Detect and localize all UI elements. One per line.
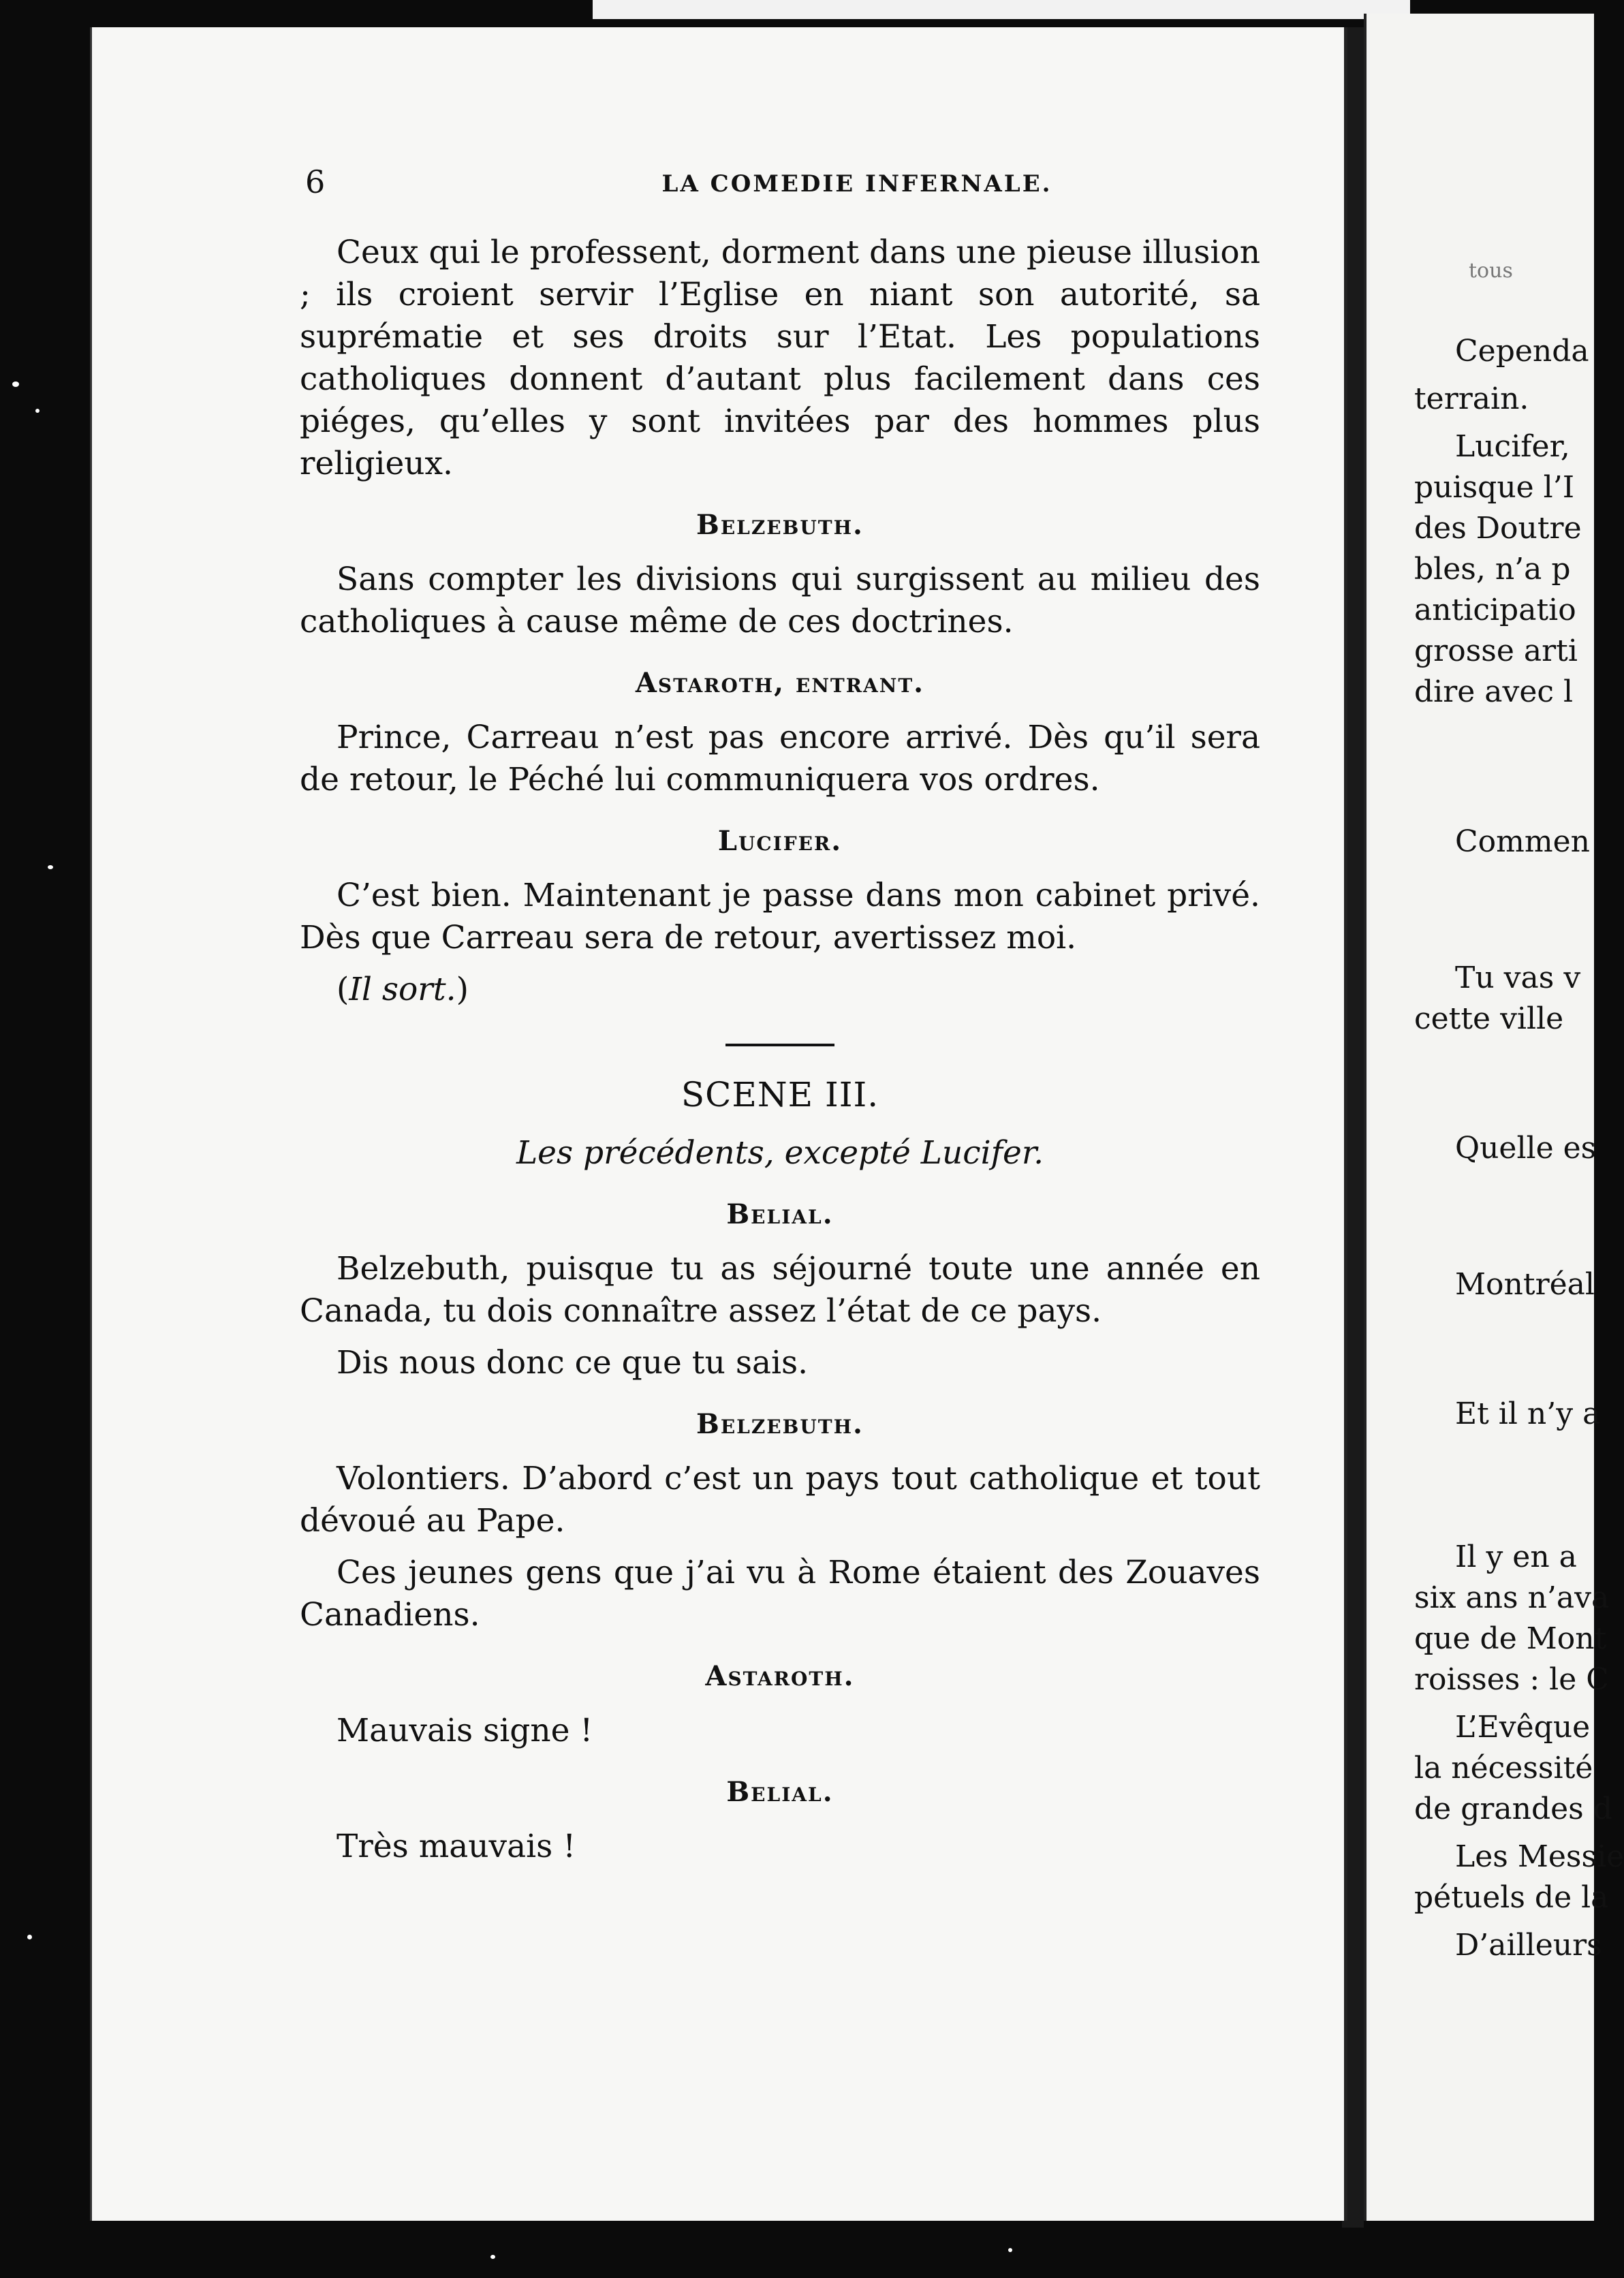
dialogue-paragraph: Volontiers. D’abord c’est un pays tout catholique et tout dévoué au Pape. — [300, 1460, 1260, 1540]
facing-page-line: Lucifer, — [1455, 429, 1570, 464]
speaker-name: Astaroth, entrant. — [635, 667, 925, 699]
facing-page-line: la nécessité — [1414, 1751, 1593, 1785]
dialogue-paragraph: Très mauvais ! — [337, 1828, 576, 1865]
scan-edge — [593, 0, 1410, 19]
facing-page-line: des Doutre — [1414, 511, 1582, 546]
speaker-name: Belial. — [726, 1776, 834, 1808]
dialogue-paragraph: Dis nous donc ce que tu sais. — [337, 1344, 809, 1382]
stage-direction: (Il sort.) — [337, 971, 469, 1008]
facing-page — [1364, 14, 1624, 2221]
facing-page-line: roisses : le C — [1414, 1662, 1609, 1697]
scan-speck — [27, 1935, 32, 1939]
facing-page-line: Quelle es — [1455, 1131, 1597, 1166]
stage-direction-text: Il sort. — [349, 971, 456, 1008]
facing-page-line: Commen — [1455, 824, 1590, 859]
dialogue-paragraph: Belzebuth, puisque tu as séjourné toute une année en Canada, tu dois connaître assez l’état de ce pays. — [300, 1250, 1260, 1330]
facing-page-line: pétuels de la — [1414, 1880, 1609, 1915]
facing-page-line: terrain. — [1414, 381, 1529, 416]
speaker-name: Lucifer. — [717, 825, 843, 857]
scan-speck — [48, 865, 53, 869]
scan-speck — [490, 2255, 495, 2259]
facing-page-line: bles, n’a p — [1414, 552, 1571, 587]
facing-page-line: puisque l’I — [1414, 470, 1575, 505]
speaker-name: Belzebuth. — [696, 1408, 864, 1440]
facing-page-line: Tu vas v — [1455, 961, 1581, 995]
speaker-name: Astaroth. — [705, 1660, 855, 1692]
facing-page-line: six ans n’ava — [1414, 1580, 1610, 1615]
facing-page-line: L’Evêque — [1455, 1710, 1591, 1745]
facing-page-line: dire avec l — [1414, 674, 1574, 709]
page-number: 6 — [305, 163, 326, 200]
scan-speck — [12, 381, 19, 387]
page-body — [300, 232, 1260, 1877]
facing-page-line: Les Messie — [1455, 1839, 1624, 1874]
dialogue-paragraph: Prince, Carreau n’est pas encore arrivé. Dès qu’il sera de retour, le Péché lui communiquera vos ordres. — [300, 719, 1260, 798]
facing-page-line: Cependa — [1455, 334, 1589, 369]
scan-speck — [1008, 2248, 1012, 2252]
dialogue-paragraph: Ceux qui le professent, dorment dans une pieuse illusion ; ils croient servir l’Eglise en niant son autorité, sa suprématie et ses droits sur l’Etat. Les populations catholiques donnent d’autant plus facilement dans ces piéges, qu’elles y sont invitées par des hommes plus religieux. — [300, 234, 1260, 482]
facing-page-line: Montréal — [1455, 1267, 1595, 1302]
section-rule — [725, 1044, 834, 1046]
facing-page-line: grosse arti — [1414, 634, 1578, 668]
scan-speck — [35, 409, 40, 413]
speaker-name: Belzebuth. — [696, 509, 864, 541]
dialogue-paragraph: Sans compter les divisions qui surgissent au milieu des catholiques à cause même de ces doctrines. — [300, 561, 1260, 640]
facing-page-line: anticipatio — [1414, 593, 1576, 627]
facing-page-line: tous — [1469, 259, 1513, 283]
facing-page-line: de grandes d — [1414, 1792, 1612, 1826]
running-head: LA COMEDIE INFERNALE. — [661, 170, 1052, 198]
dialogue-paragraph: C’est bien. Maintenant je passe dans mon cabinet privé. Dès que Carreau sera de retour, avertissez moi. — [300, 877, 1260, 956]
facing-page-line: que de Mont — [1414, 1621, 1607, 1656]
scene-cast-note: Les précédents, excepté Lucifer. — [516, 1134, 1044, 1172]
dialogue-paragraph: Ces jeunes gens que j’ai vu à Rome étaient des Zouaves Canadiens. — [300, 1554, 1260, 1634]
facing-page-line: cette ville — [1414, 1001, 1564, 1036]
speaker-name: Belial. — [726, 1198, 834, 1230]
facing-page-line: D’ailleurs — [1455, 1928, 1602, 1963]
dialogue-paragraph: Mauvais signe ! — [337, 1712, 593, 1749]
facing-page-line: Il y en a — [1455, 1540, 1577, 1574]
scene-heading: SCENE III. — [681, 1075, 879, 1114]
facing-page-line: Et il n’y a — [1455, 1397, 1601, 1431]
